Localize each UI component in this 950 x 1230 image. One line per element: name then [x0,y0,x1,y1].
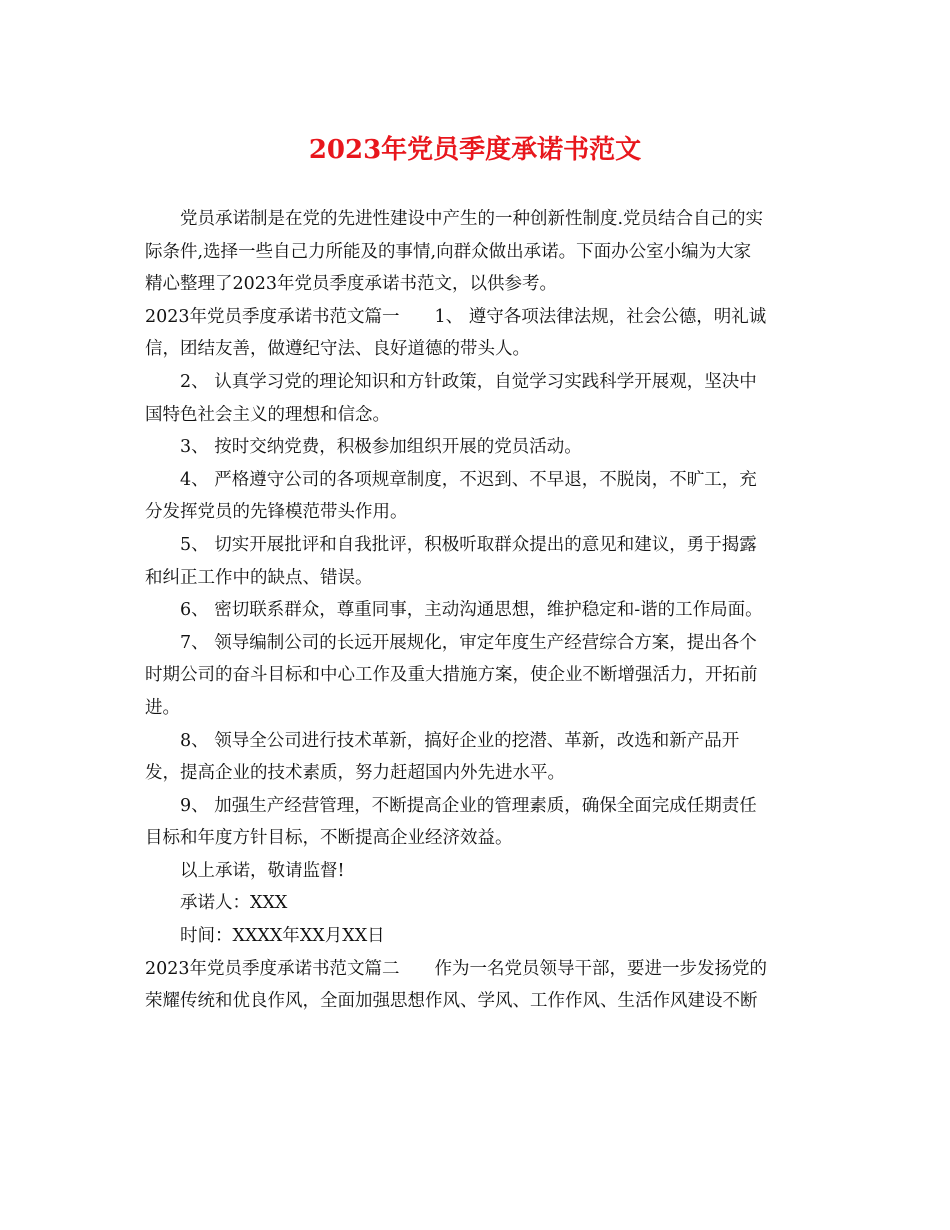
paragraph-line: 荣耀传统和优良作风，全面加强思想作风、学风、工作作风、生活作风建设不断 [145,991,758,1012]
paragraph-line: 党员承诺制是在党的先进性建设中产生的一种创新性制度.党员结合自己的实 [145,209,764,229]
paragraph-line: 以上承诺，敬请监督! [145,860,345,881]
paragraph-line: 7、 领导编制公司的长远开展规化，审定年度生产经营综合方案，提出各个 [145,632,757,653]
paragraph-line: 发，提高企业的技术素质，努力赶超国内外先进水平。 [145,763,565,784]
paragraph-line: 承诺人：XXX [145,893,288,914]
paragraph-line: 际条件,选择一些自己力所能及的事情,向群众做出承诺。下面办公室小编为大家 [145,241,752,262]
paragraph-line: 2023年党员季度承诺书范文篇二 作为一名党员领导干部，要进一步发扬党的 [145,958,768,979]
paragraph-line: 目标和年度方针目标，不断提高企业经济效益。 [145,828,513,849]
paragraph-line: 8、 领导全公司进行技术革新，搞好企业的挖潜、革新，改选和新产品开 [145,730,740,751]
paragraph-line: 时期公司的奋斗目标和中心工作及重大措施方案，使企业不断增强活力，开拓前 [145,665,758,686]
paragraph-line: 时间：XXXX年XX月XX日 [145,926,385,947]
paragraph-line: 9、 加强生产经营管理，不断提高企业的管理素质，确保全面完成任期责任 [145,795,757,816]
document-title: 2023年党员季度承诺书范文 [308,135,642,165]
paragraph-line: 6、 密切联系群众，尊重同事，主动沟通思想，维护稳定和-谐的工作局面。 [145,600,763,621]
paragraph-line: 分发挥党员的先锋模范带头作用。 [145,502,408,523]
paragraph-line: 国特色社会主义的理想和信念。 [145,404,390,425]
paragraph-line: 3、 按时交纳党费，积极参加组织开展的党员活动。 [145,437,582,458]
document-body [145,203,810,1018]
paragraph-line: 和纠正工作中的缺点、错误。 [145,567,373,588]
paragraph-line: 精心整理了2023年党员季度承诺书范文，以供参考。 [145,274,558,295]
paragraph-line: 2、 认真学习党的理论知识和方针政策，自觉学习实践科学开展观，坚决中 [145,371,757,392]
paragraph-line: 2023年党员季度承诺书范文篇一 1、 遵守各项法律法规，社会公德，明礼诚 [145,306,767,327]
paragraph-line: 进。 [145,697,180,718]
paragraph-line: 4、 严格遵守公司的各项规章制度，不迟到、不早退，不脱岗，不旷工，充 [145,469,757,490]
paragraph-line: 5、 切实开展批评和自我批评，积极听取群众提出的意见和建议，勇于揭露 [145,534,757,555]
paragraph-line: 信，团结友善，做遵纪守法、良好道德的带头人。 [145,339,530,360]
